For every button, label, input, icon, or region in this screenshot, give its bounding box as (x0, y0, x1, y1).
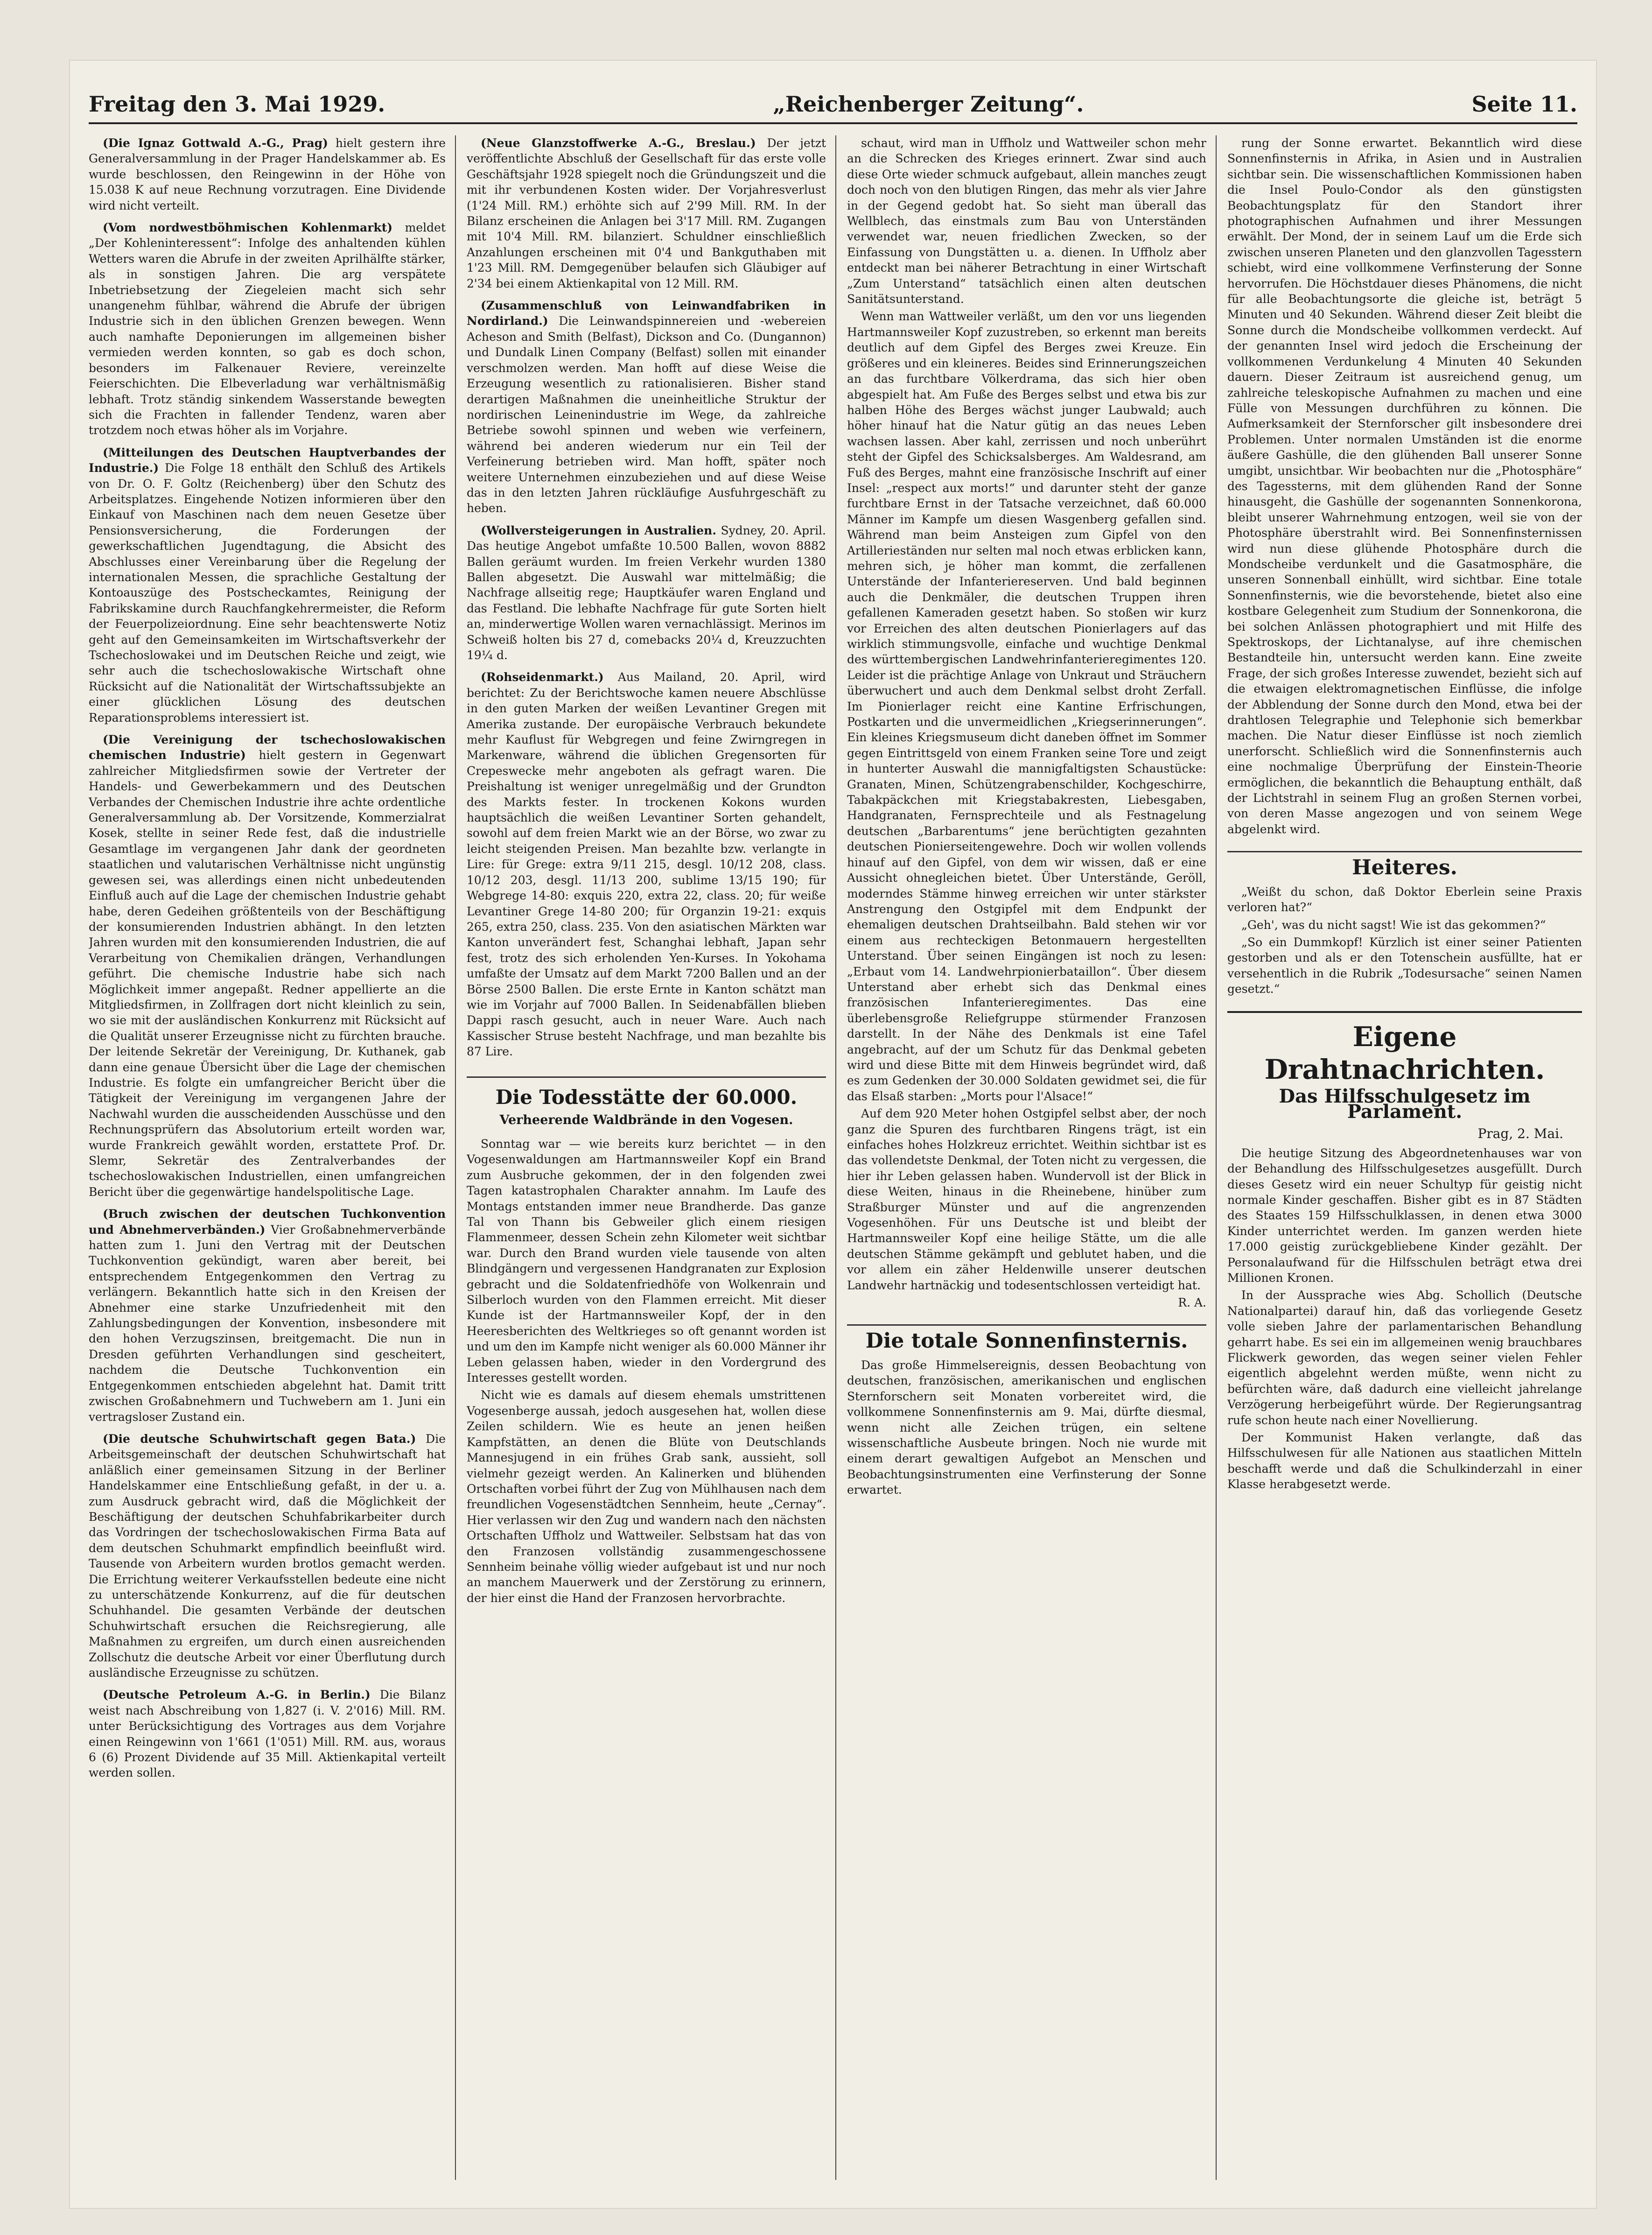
news-item: (Vom nordwestböhmischen Kohlenmarkt) meldet „Der Kohleninteressent“: Infolge des anhaltenden kühlen Wetters waren die Abrufe in der zweiten Aprilhälfte stärker, als in sonstigen Jahren. Die arg verspätete Inbetriebsetzung der Ziegeleien macht sich sehr unangenehm fühlbar, während die Abrufe der übrigen Industrie sich in den üblichen Grenzen bewegen. Wenn auch namhafte Deponierungen im allgemeinen bisher vermieden werden konnten, so gab es doch schon, besonders im Falkenauer Reviere, vereinzelte Feierschichten. Die Elbeverladung war verhältnismäßig lebhaft. Trotz ständig sinkendem Wasserstande bewegten sich die Frachten in fallender Tendenz, waren aber trotzdem noch etwas höher als im Vorjahre. (89, 221, 446, 437)
column-rule (455, 135, 456, 2180)
joke-line: „So ein Dummkopf! Kürzlich ist einer seiner Patienten gestorben und als er den Totenschein ausfüllte, hat er versehentlich in die Rubrik „Todesursache“ seinen Namen gesetzt.“ (1227, 935, 1582, 996)
news-item: (Wollversteigerungen in Australien. Sydney, 20. April. Das heutige Angebot umfaßte 10.500 Ballen, wovon 8882 Ballen geräumt wurden. Im freien Verkehr wurden 1380 Ballen abgesetzt. Die Auswahl war mittelmäßig; die Nachfrage allseitig rege; Hauptkäufer waren England und das Festland. Die lebhafte Nachfrage für gute Sorten hielt an, minderwertige Wollen waren vernachlässigt. Merinos im Schweiß holten bis 27 d, comebacks 20¼ d, Kreuzzuchten 19¼ d. (467, 523, 826, 662)
article-signature: R. A. (1178, 1296, 1206, 1310)
news-item: (Die Vereinigung der tschechoslowakischen chemischen Industrie) hielt gestern in Gegenwart zahlreicher Mitgliedsfirmen sowie der Vertreter der Handels- und Gewerbekammern und des Deutschen Verbandes der Chemischen Industrie ihre achte ordentliche Generalversammlung ab. Der Vorsitzende, Kommerzialrat Kosek, stellte in seiner Rede fest, daß die industrielle Gesamtlage im vergangenen Jahr dank der geordneten staatlichen und valutarischen Verhältnisse nicht ungünstig gewesen sei, was allerdings einen nicht unbedeutenden Einfluß auch auf die Lage der chemischen Industrie gehabt habe, deren Gedeihen größtenteils von der Beschäftigung der konsumierenden Industrien abhängt. In den letzten Jahren wurden mit den konsumierenden Industrien, die auf Verarbeitung von Chemikalien drängen, Verhandlungen geführt. Die chemische Industrie habe sich nach Möglichkeit immer angepaßt. Redner appellierte an die Mitgliedsfirmen, in Zollfragen dort nicht kleinlich zu sein, wo sie mit der ausländischen Konkurrenz mit Rücksicht auf die Qualität unserer Erzeugnisse nicht zu fürchten brauche. Der leitende Sekretär der Vereinigung, Dr. Kuthanek, gab dann eine genaue Übersicht über die Lage der chemischen Industrie. Es folgte ein umfangreicher Bericht über die Tätigkeit der Vereinigung im vergangenen Jahre der Nachwahl wurden die ausscheidenden Ausschüsse und den Rechnungsprüfern das Absolutorium erteilt worden war, wurde Frankreich gewählt worden, erstattete Prof. Dr. Slemr, Sekretär des Zentralverbandes der tschechoslowakischen Industriellen, einen umfangreichen Bericht über die gegenwärtige handelspolitische Lage. (89, 733, 446, 1199)
joke-line: „Weißt du schon, daß Doktor Eberlein seine Praxis verloren hat?“ (1227, 885, 1582, 914)
news-item: (Mitteilungen des Deutschen Hauptverbandes der Industrie.) Die Folge 18 enthält den Schluß des Artikels von Dr. O. F. Goltz (Reichenberg) über den Schutz des Arbeitsplatzes. Eingehende Notizen informieren über den Einkauf von Maschinen nach dem neuen Gesetze über Pensionsversicherung, die Forderungen der gewerkschaftlichen Jugendtagung, die Absicht des Abschlusses einer Vereinbarung über die Regelung der internationalen Messen, die sprachliche Gestaltung der Kontoauszüge des Postscheckamtes, Reinigung der Fabrikskamine durch Rauchfangkehrermeister, die Reform der Feuerpolizeiordnung. Eine sehr beachtenswerte Notiz geht auf den Gemeinsamkeiten im Wirtschaftsverkehr der Tschechoslowakei und im Deutschen Reiche und zeigt, wie sehr auch die tschechoslowakische Wirtschaft ohne Rücksicht auf die Nationalität der Wirtschaftssubjekte an einer glücklichen Lösung des deutschen Reparationsproblems interessiert ist. (89, 445, 446, 724)
article-paragraph: Wenn man Wattweiler verläßt, um den vor uns liegenden Hartmannsweiler Kopf zuzustreben, so erkennt man bereits deutlich auf dem Gipfel des Berges zwei Kreuze. Ein größeres und ein kleineres. Beides sind Erinnerungszeichen an das furchtbare Völkerdrama, das sich hier oben abgespielt hat. Am Fuße des Berges selbst und etwa bis zur halben Höhe des Berges wächst junger Laubwald; auch höher hinauf hat die Natur gütig an das neues Leben wachsen lassen. Aber kahl, zerrissen und noch unberührt steht der Gipfel des Schicksalsberges. Am Waldesrand, am Fuß des Berges, mahnt eine französische Inschrift auf einer Insel: „respect aux morts!“ und darunter steht der ganze furchtbare Ernst in der Tatsache verzeichnet, daß 60.000 Männer im Kampfe um diesen Wasgenberg gefallen sind. Während man beim Ansteigen zum Gipfel von den Artillerieständen nur selten mal noch etwas erblicken kann, mehren sich, je höher man kommt, die zerfallenen Unterstände der Infanteriereserven. Und bald beginnen auch die Denkmäler, die deutschen Truppen ihren gefallenen Kameraden gesetzt haben. So stoßen wir kurz vor Erreichen des alten deutschen Pionierlagers auf das wirklich stimmungsvolle, einfache und wuchtige Denkmal des württembergischen Landwehrinfanterieregimentes 120. Leider ist die prächtige Anlage von Unkraut und Sträuchern überwuchert und auch dem Denkmal selbst droht Zerfall. Im Pionierlager reicht eine Kantine Erfrischungen, Postkarten und die unvermeidlichen „Kriegserinnerungen“. Ein kleines Kriegsmuseum dicht daneben öffnet im Sommer gegen Eintrittsgeld von einem Franken seine Tore und zeigt in hunterter Auswahl die mannigfaltigsten Schaustücke: Granaten, Minen, Schützengrabenschilder, Kochgeschirre, Tabakpäckchen mit Kriegstabakresten, Liebesgaben, Handgranaten, Fernsprechteile und als Festnagelung deutschen „Barbarentums“ jene berüchtigten gezahnten deutschen Pionierseitengewehre. Doch wir wollen vollends hinauf auf den Gipfel, von dem wir wissen, daß er eine Aussicht ohnegleichen bietet. Über Unterstände, Geröll, moderndes Stämme hinweg erreichen wir unter stärkster Anstrengung den Ostgipfel mit dem Endpunkt der ehemaligen deutschen Drahtseilbahn. Bald stehen wir vor einem aus rechteckigen Betonmauern hergestellten Unterstand. Über seinen Eingängen ist noch zu lesen: „Erbaut vom 14. Landwehrpionierbataillon“. Über diesem Unterstand aber erhebt sich das Denkmal eines französischen Infanterieregimentes. Das eine überlebensgroße Reliefgruppe stürmender Franzosen darstellt. In der Nähe des Denkmals ist eine Tafel angebracht, auf der um Schutz für das Denkmal gebeten wird und diese Bitte mit dem Hinweis begründet wird, daß es zum Gedenken der 30.000 Soldaten gewidmet sei, die für das Elsaß starben: „Morts pour l'Alsace!“ (847, 309, 1206, 1103)
column-feature (847, 135, 1206, 2171)
news-item: (Neue Glanzstoffwerke A.-G., Breslau.) Der jetzt veröffentlichte Abschluß der Gesellschaft für das erste volle Geschäftsjahr 1928 spiegelt noch die Gründungszeit und die mit ihr verbundenen Kosten wider. Der Vorjahresverlust (1'24 Mill. RM.) erhöhte sich auf 2'99 Mill. RM. In der Bilanz erscheinen die Anlagen bei 3'17 Mill. RM. Zugangen mit 10'4 Mill. RM. bilanziert. Schuldner einschließlich Anzahlungen erscheinen mit 0'4 und Bankguthaben mit 1'23 Mill. RM. Demgegenüber belaufen sich Gläubiger auf 2'34 bei einem Aktienkapital von 12 Mill. RM. (467, 136, 826, 290)
column-economy-1 (89, 135, 446, 2171)
article-subheadline: Verheerende Waldbrände in den Vogesen. (499, 1112, 793, 1127)
news-item: (Die deutsche Schuhwirtschaft gegen Bata.) Die Arbeitsgemeinschaft der deutschen Schuhwirtschaft hat anläßlich einer gemeinsamen Sitzung in der Berliner Handelskammer eine Entschließung gefaßt, in der u. a. zum Ausdruck gebracht wird, daß die Möglichkeit der Beschäftigung der deutschen Schuhfabrikarbeiter durch das Vordringen der tschechoslowakischen Firma Bata auf dem deutschen Schuhmarkt empfindlich beeinflußt wird. Tausende von Arbeitern wurden brotlos gemacht werden. Die Errichtung weiterer Verkaufsstellen bedeute eine nicht zu unterschätzende Konkurrenz, auf die für deutschen Schuhhandel. Die gesamten Verbände der deutschen Schuhwirtschaft ersuchen die Reichsregierung, alle Maßnahmen zu ergreifen, um durch einen ausreichenden Zollschutz die deutsche Arbeit vor einer Überflutung durch ausländische Erzeugnisse zu schützen. (89, 1432, 446, 1680)
article-paragraph: Sonntag war — wie bereits kurz berichtet — in den Vogesenwaldungen am Hartmannsweiler Kopf ein Brand zum Ausbruche gekommen, der in den folgenden zwei Tagen katastrophalen Charakter annahm. Im Laufe des Montags entstanden immer neue Brandherde. Das ganze Tal von Thann bis Gebweiler glich einem riesigen Flammenmeer, dessen Schein zehn Kilometer weit sichtbar war. Durch den Brand wurden viele tausende von alten Blindgängern und vergessenen Handgranaten zur Explosion gebracht und die Soldatenfriedhöfe von Wolkenrain und Silberloch wurden von den Flammen erreicht. Mit dieser Kunde ist der Hartmannsweiler Kopf, der in den Heeresberichten des Weltkrieges so oft genannt worden ist und um den im Kampfe nicht weniger als 60.000 Männer ihr Leben gelassen haben, wieder in den Vordergrund des Interesses gestellt worden. (467, 1137, 826, 1385)
news-item: (Bruch zwischen der deutschen Tuchkonvention und Abnehmerverbänden.) Vier Großabnehmerverbände hatten zum 1. Juni den Vertrag mit der Deutschen Tuchkonvention gekündigt, waren aber bereit, bei entsprechendem Entgegenkommen den Vertrag zu verlängern. Bekanntlich hatte sich in den Kreisen der Abnehmer eine starke Unzufriedenheit mit den Zahlungsbedingungen der Konvention, insbesondere mit den hohen Verzugszinsen, breitgemacht. Die nun in Dresden geführten Verhandlungen sind gescheitert, nachdem die Deutsche Tuchkonvention ein Entgegenkommen entschieden abgelehnt hat. Damit tritt zwischen Großabnehmern und Tuchwebern am 1. Juni ein vertragsloser Zustand ein. (89, 1207, 446, 1424)
joke-line: „Geh', was du nicht sagst! Wie ist das gekommen?“ (1241, 918, 1546, 932)
article-subheadline: Das Hilfsschulgesetz im Parlament. (1279, 1085, 1531, 1123)
article-paragraph: Nicht wie es damals auf diesem ehemals umstrittenen Vogesenberge aussah, jedoch ausgesehen hat, wollen diese Zeilen schildern. Wie es heute an jenen heißen Kampfstätten, an denen die Blüte von Deutschlands Mannesjugend in ein frühes Grab sank, aussieht, soll vielmehr gezeigt werden. An Kalinerken und blühenden Ortschaften vorbei führt der Zug von Mühlhausen nach dem freundlichen Vogesenstädtchen Sennheim, heute „Cernay“. Hier verlassen wir den Zug und wandern nach den nächsten Ortschaften Uffholz und Wattweiler. Selbstsam hat das von den Franzosen vollständig zusammengeschossene Sennheim beinahe völlig wieder aufgebaut ist und nur noch an manchem Mauerwerk und der Zerstörung zu erinnern, der hier einst die Hand der Franzosen hervorbrachte. (467, 1388, 826, 1605)
article-headline: Die totale Sonnenfinsternis. (847, 1324, 1206, 1349)
column-economy-2 (467, 135, 826, 2171)
news-item: (Deutsche Petroleum A.-G. in Berlin.) Die Bilanz weist nach Abschreibung von 1,827 (i. V. 2'016) Mill. RM. unter Berücksichtigung des Vortrages aus dem Vorjahre einen Reingewinn von 1'661 (1'051) Mill. RM. aus, woraus 6 (6) Prozent Dividende auf 35 Mill. Aktienkapital verteilt werden sollen. (89, 1688, 446, 1780)
section-headline-wire: Eigene Drahtnachrichten. (1227, 1011, 1582, 1086)
column-rule (1216, 135, 1217, 2180)
article-paragraph: Das große Himmelsereignis, dessen Beobachtung von deutschen, französischen, amerikanischen und englischen Sternforschern seit Monaten vorbereitet wird, die vollkommene Sonnenfinsternis am 9. Mai, dürfte diesmal, wenn nicht alle Zeichen trügen, ein seltene wissenschaftliche Ausbeute bringen. Noch nie wurde mit einem derart gewaltigen Aufgebot an Menschen und Beobachtungsinstrumenten eine Verfinsterung der Sonne erwartet. (847, 1358, 1206, 1497)
column-news (1227, 135, 1582, 2171)
article-paragraph: Auf dem 920 Meter hohen Ostgipfel selbst aber, der noch ganz die Spuren des furchtbaren Ringens trägt, ist ein einfaches hohes Holzkreuz errichtet. Weithin sichtbar ist es das vollendetste Denkmal, der Toten nicht zu vergessen, die hier ihr Leben gelassen haben. Wundervoll ist der Blick in diese Weiten, hinaus in die Rheinebene, hinüber zum Straßburger Münster und auf die angrenzenden Vogesenhöhen. Für uns Deutsche ist und bleibt der Hartmannsweiler Kopf eine heilige Stätte, um die alle deutschen Stämme gekämpft und geblutet haben, und die vor allem ein zäher Heldenwille unserer deutschen Landwehr hartnäckig und todesentschlossen verteidigt hat. (847, 1107, 1206, 1292)
article-paragraph: rung der Sonne erwartet. Bekanntlich wird diese Sonnenfinsternis in Afrika, in Asien und in Australien sichtbar sein. Die wissenschaftlichen Kommissionen haben die Insel Poulo-Condor als den günstigsten Beobachtungsplatz für den Standort ihrer photographischen Aufnahmen und ihrer Messungen erwählt. Der Mond, der in seinem Lauf um die Erde sich zwischen unseren Planeten und den glanzvollen Tagesstern schiebt, wird eine vollkommene Verfinsterung der Sonne hervorrufen. Die Höchstdauer dieses Phänomens, die nicht für alle Beobachtungsorte die gleiche ist, beträgt 5 Minuten und 40 Sekunden. Während dieser Zeit bleibt die Sonne durch die Mondscheibe vollkommen verdeckt. Auf der genannten Insel wird jedoch die Erscheinung der vollkommenen Verdunkelung 4 Minuten 40 Sekunden dauern. Dieser Zeitraum ist ausreichend genug, um zahlreiche teleskopische Aufnahmen zu machen und eine Fülle von Messungen durchführen zu können. Die Aufmerksamkeit der Sternforscher gilt insbesondere drei Problemen. Unter normalen Umständen ist die enorme äußere Gashülle, die den glühenden Ball unserer Sonne umgibt, unsichtbar. Wir beobachten nur die „Photosphäre“ des Tagessterns, mit dem glühenden Rand der Sonne hinausgeht, die Gashülle der sogenannten Sonnenkorona, bleibt unserer Wahrnehmung entzogen, weil sie von der Photosphäre überstrahlt wird. Bei Sonnenfinsternissen wird nun diese glühende Photosphäre durch die Mondscheibe verdunkelt und die Gasatmosphäre, die unseren Sonnenball einhüllt, wird sichtbar. Eine totale Sonnenfinsternis, wie die bevorstehende, bietet also eine kostbare Gelegenheit zum Studium der Sonnenkorona, die bei solchen Anlässen photographiert und mit Hilfe des Spektroskops, der Lichtanalyse, auf ihre chemischen Bestandteile hin, untersucht werden kann. Eine zweite Frage, der sich großes Interesse zuwendet, bezieht sich auf die etwaigen elektromagnetischen Einflüsse, die infolge der Abblendung der Sonne durch den Mond, etwa bei der drahtlosen Telegraphie und Telephonie sich bemerkbar machen. Die Natur dieser Einflüsse ist noch ziemlich unerforscht. Schließlich wird die Sonnenfinsternis auch eine nochmalige Überprüfung der Einstein-Theorie ermöglichen, die bekanntlich die Behauptung enthält, daß der Lichtstrahl in seinem Flug an großen Sternen vorbei, von deren Masse angezogen und von seinem Wege abgelenkt wird. (1227, 136, 1582, 836)
news-item: (Rohseidenmarkt.) Aus Mailand, 20. April, wird berichtet: Zu der Berichtswoche kamen neuere Abschlüsse in den guten Marken der weißen Levantiner Gregen mit Amerika zustande. Der europäische Verbrauch bekundete mehr Kauflust für Webgregen und feine Zwirngregen in Markenware, während die üblichen Gregensorten für Crepeswecke mehr angeboten als gefragt waren. Die Preishaltung ist weniger unregelmäßig und der Grundton des Markts fester. In trockenen Kokons wurden hauptsächlich die weißen Levantiner Sorten gehandelt, sowohl auf dem freien Markt wie an der Börse, wo zwar zu leicht steigenden Preisen. Man bezahlte bzw. verlangte in Lire: für Grege: extra 9/11 215, desgl. 10/12 208, class. 10/12 203, desgl. 11/13 200, sublime 13/15 190; für Webgrege 14-80: exquis 220, extra 22, class. 20; für weiße Levantiner Grege 14-80 200; für Organzin 19-21: exquis 265, extra 250, class. 235. Von den asiatischen Märkten war Kanton unverändert fest, Schanghai lebhaft, Japan sehr fest, trotz des sich erholenden Yen-Kurses. In Yokohama umfaßte der Umsatz auf dem Markt 7200 Ballen und an der Börse 2500 Ballen. Die erste Ernte in Kanton schätzt man wie im Vorjahr auf 7000 Ballen. In Seidenabfällen blieben Dappi rasch gesucht, auch in neuer Ware. Auch nach Kassischer Struse besteht Nachfrage, und man bezahlte bis 87 Lire. (467, 670, 826, 1059)
dateline: Prag, 2. Mai. (1477, 1126, 1563, 1142)
newspaper-page (70, 61, 1596, 2208)
article-paragraph: schaut, wird man in Uffholz und Wattweiler schon mehr an die Schrecken des Krieges erinnert. Zwar sind auch diese Orte wieder schmuck aufgebaut, allein manches zeugt doch noch von den blutigen Ringen, das mehr als vier Jahre in der Gegend gedobt hat. So sieht man überall das Wellblech, das einstmals zum Bau von Unterständen verwendet war, neuen friedlichen Zwecken, so der Einfassung von Dungstätten u. a. dienen. In Uffholz aber entdeckt man bei näherer Betrachtung in einer Wirtschaft „Zum Unterstand“ tatsächlich einen alten deutschen Sanitätsunterstand. (847, 136, 1206, 306)
article-paragraph: Der Kommunist Haken verlangte, daß das Hilfsschulwesen für alle Nationen aus staatlichen Mitteln beschafft werde und daß die Schulkinderzahl in einer Klasse herabgesetzt werde. (1227, 1431, 1582, 1491)
article-paragraph: In der Aussprache wies Abg. Schollich (Deutsche Nationalpartei) darauf hin, daß das vorliegende Gesetz volle sieben Jahre der parlamentarischen Behandlung geharrt habe. Es sei ein im allgemeinen wenig brauchbares Flickwerk geworden, das wegen seiner vielen Fehler eigentlich abgelehnt werden müßte, wenn nicht zu befürchten wäre, daß dadurch eine vielleicht jahrelange Verzögerung herbeigeführt würde. Der Regierungsantrag rufe schon heute nach einer Novellierung. (1227, 1288, 1582, 1427)
page-number: Seite 11. (1471, 91, 1577, 117)
column-rule (835, 135, 836, 2180)
section-headline-humor: Heiteres. (1227, 851, 1582, 875)
page-header (89, 75, 1577, 124)
newspaper-title: „Reichenberger Zeitung“. (773, 91, 1084, 117)
issue-date: Freitag den 3. Mai 1929. (89, 91, 385, 117)
article-paragraph: Die heutige Sitzung des Abgeordnetenhauses war von der Behandlung des Hilfsschulgesetzes ausgefüllt. Durch dieses Gesetz wird ein neuer Schultyp für geistig nicht normale Kinder geschaffen. Bisher gibt es in 87 Städten des Staates 159 Hilfsschulklassen, in denen etwa 3000 Kinder unterrichtet werden. Im ganzen werden hiete 17.000 geistig zurückgebliebene Kinder gezählt. Der Personalaufwand für die Hilfsschulen beträgt etwa drei Millionen Kronen. (1227, 1146, 1582, 1285)
article-headline: Die Todesstätte der 60.000. (467, 1076, 826, 1110)
news-item: (Zusammenschluß von Leinwandfabriken in Nordirland.) Die Leinwandspinnereien und -webereien Acheson and Smith (Belfast), Dickson and Co. (Dungannon) und Dundalk Linen Company (Belfast) sollen mit einander verschmolzen werden. Man hofft auf diese Weise die Erzeugung wesentlich zu rationalisieren. Bisher stand derartigen Maßnahmen die uneinheitliche Struktur der nordirischen Leinenindustrie im Wege, da zahlreiche Betriebe sowohl spinnen und weben wie verfeinern, während bei anderen wiederum nur ein Teil der Verfeinerung betrieben wird. Man hofft, später noch weitere Unternehmen einzubeziehen und auf diese Weise das in den letzten Jahren rückläufige Ausfuhrgeschäft zu heben. (467, 299, 826, 515)
news-item: (Die Ignaz Gottwald A.-G., Prag) hielt gestern ihre Generalversammlung in der Prager Handelskammer ab. Es wurde beschlossen, den Reingewinn in der Höhe von 15.038 K auf neue Rechnung vorzutragen. Eine Dividende wird nicht verteilt. (89, 136, 446, 212)
